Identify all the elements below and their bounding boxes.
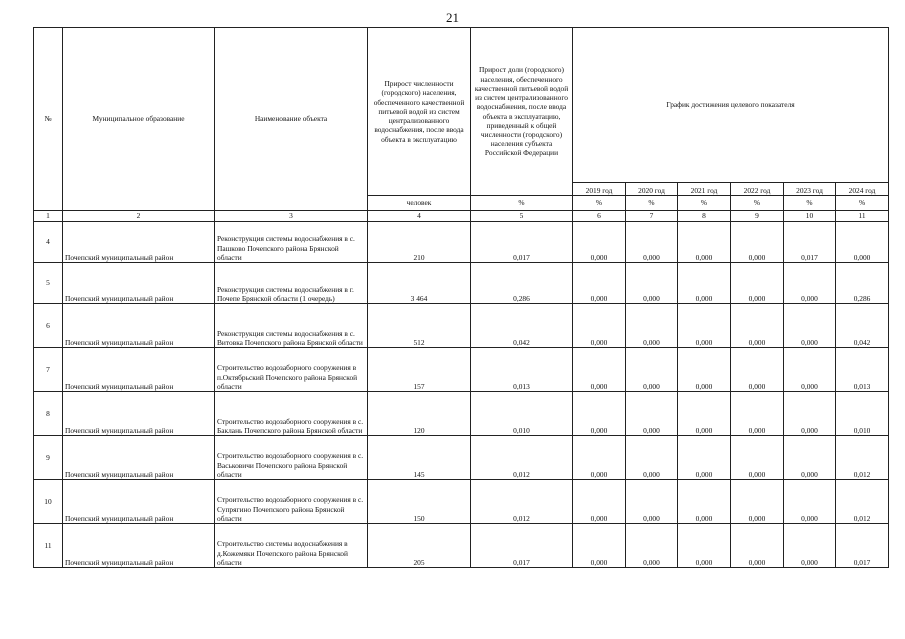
row-year-value: 0,017: [836, 524, 889, 568]
table-row: [34, 392, 889, 436]
row-year-value: 0,000: [731, 480, 784, 524]
table-row: [34, 222, 889, 263]
row-year-value: 0,042: [836, 304, 889, 348]
row-year-value: 0,000: [784, 263, 836, 304]
row-year-value: 0,000: [573, 222, 626, 263]
table-row: [34, 436, 889, 480]
row-number: 10: [34, 480, 63, 524]
row-year-value: 0,000: [678, 524, 731, 568]
year-unit: %: [573, 196, 626, 211]
header-share-increase: Прирост доли (городского) населения, обеспеченного качественной питьевой водой из систем централизованного водоснабжения, после ввода объекта в эксплуатацию, приведенный к общей численности (городского) населения субъекта Российской Федерации: [471, 28, 573, 196]
row-year-value: 0,000: [678, 436, 731, 480]
table-row: [34, 348, 889, 392]
row-year-value: 0,000: [784, 524, 836, 568]
row-year-value: 0,000: [626, 524, 678, 568]
row-number: 6: [34, 304, 63, 348]
row-year-value: 0,000: [731, 348, 784, 392]
row-number: 5: [34, 263, 63, 304]
column-number: 10: [784, 211, 836, 222]
row-year-value: 0,000: [731, 392, 784, 436]
row-year-value: 0,012: [836, 480, 889, 524]
row-share: 0,012: [471, 436, 573, 480]
row-year-value: 0,000: [731, 263, 784, 304]
row-number: 9: [34, 436, 63, 480]
column-number: 4: [368, 211, 471, 222]
row-year-value: 0,000: [573, 480, 626, 524]
row-year-value: 0,000: [626, 392, 678, 436]
row-object: Строительство системы водоснабжения в д.Кожемяки Почепского района Брянской области: [215, 524, 368, 568]
row-year-value: 0,000: [678, 222, 731, 263]
row-year-value: 0,000: [784, 304, 836, 348]
header-year: 2023 год: [784, 183, 836, 196]
row-year-value: 0,010: [836, 392, 889, 436]
column-number: 11: [836, 211, 889, 222]
row-year-value: 0,000: [784, 348, 836, 392]
row-municipality: Почепский муниципальный район: [63, 436, 215, 480]
year-unit: %: [731, 196, 784, 211]
column-number: 2: [63, 211, 215, 222]
row-year-value: 0,000: [573, 348, 626, 392]
row-share: 0,017: [471, 524, 573, 568]
row-share: 0,286: [471, 263, 573, 304]
header-year: 2024 год: [836, 183, 889, 196]
row-year-value: 0,017: [784, 222, 836, 263]
row-year-value: 0,000: [731, 222, 784, 263]
row-object: Реконструкция системы водоснабжения в г. Почепе Брянской области (1 очередь): [215, 263, 368, 304]
header-year: 2022 год: [731, 183, 784, 196]
header-year: 2021 год: [678, 183, 731, 196]
row-municipality: Почепский муниципальный район: [63, 524, 215, 568]
column-number: 6: [573, 211, 626, 222]
row-people: 205: [368, 524, 471, 568]
column-numbers-row: [34, 211, 889, 222]
column-number: 7: [626, 211, 678, 222]
row-share: 0,042: [471, 304, 573, 348]
target-indicator-table: [33, 27, 889, 568]
header-population-increase: Прирост численности (городского) населения, обеспеченного качественной питьевой водой из систем централизованного водоснабжения, после ввода объекта в эксплуатацию: [368, 28, 471, 196]
row-year-value: 0,000: [784, 480, 836, 524]
year-unit: %: [784, 196, 836, 211]
row-year-value: 0,000: [626, 304, 678, 348]
row-year-value: 0,000: [784, 436, 836, 480]
row-year-value: 0,000: [731, 304, 784, 348]
table-row: [34, 304, 889, 348]
row-object: Строительство водозаборного сооружения в с. Баклань Почепского района Брянской области: [215, 392, 368, 436]
row-year-value: 0,000: [626, 348, 678, 392]
row-people: 157: [368, 348, 471, 392]
header-no: №: [34, 28, 63, 211]
row-share: 0,010: [471, 392, 573, 436]
table-row: [34, 524, 889, 568]
row-year-value: 0,000: [678, 263, 731, 304]
row-year-value: 0,000: [573, 524, 626, 568]
unit-people: человек: [368, 196, 471, 211]
row-year-value: 0,000: [678, 348, 731, 392]
row-year-value: 0,286: [836, 263, 889, 304]
row-number: 4: [34, 222, 63, 263]
column-number: 3: [215, 211, 368, 222]
year-unit: %: [678, 196, 731, 211]
row-people: 120: [368, 392, 471, 436]
row-people: 150: [368, 480, 471, 524]
row-people: 3 464: [368, 263, 471, 304]
row-year-value: 0,000: [731, 436, 784, 480]
row-year-value: 0,000: [573, 436, 626, 480]
row-year-value: 0,000: [731, 524, 784, 568]
row-year-value: 0,000: [784, 392, 836, 436]
row-share: 0,012: [471, 480, 573, 524]
unit-percent: %: [471, 196, 573, 211]
year-unit: %: [836, 196, 889, 211]
row-municipality: Почепский муниципальный район: [63, 263, 215, 304]
row-municipality: Почепский муниципальный район: [63, 392, 215, 436]
row-object: Строительство водозаборного сооружения в с. Васьковичи Почепского района Брянской области: [215, 436, 368, 480]
row-year-value: 0,000: [573, 263, 626, 304]
row-year-value: 0,000: [626, 436, 678, 480]
row-year-value: 0,000: [573, 392, 626, 436]
year-unit: %: [626, 196, 678, 211]
header-year: 2020 год: [626, 183, 678, 196]
column-number: 1: [34, 211, 63, 222]
row-year-value: 0,013: [836, 348, 889, 392]
row-object: Реконструкция системы водоснабжения в с. Витовка Почепского района Брянской области: [215, 304, 368, 348]
row-year-value: 0,000: [678, 304, 731, 348]
row-year-value: 0,012: [836, 436, 889, 480]
row-share: 0,017: [471, 222, 573, 263]
row-people: 145: [368, 436, 471, 480]
row-municipality: Почепский муниципальный район: [63, 222, 215, 263]
row-people: 512: [368, 304, 471, 348]
header-object-name: Наименование объекта: [215, 28, 368, 211]
header-row: [34, 28, 889, 183]
row-municipality: Почепский муниципальный район: [63, 304, 215, 348]
row-year-value: 0,000: [836, 222, 889, 263]
header-municipality: Муниципальное образование: [63, 28, 215, 211]
row-municipality: Почепский муниципальный район: [63, 348, 215, 392]
column-number: 5: [471, 211, 573, 222]
header-schedule: График достижения целевого показателя: [573, 28, 889, 183]
row-object: Реконструкция системы водоснабжения в с. Пашково Почепского района Брянской области: [215, 222, 368, 263]
row-year-value: 0,000: [573, 304, 626, 348]
row-year-value: 0,000: [626, 222, 678, 263]
row-year-value: 0,000: [678, 392, 731, 436]
header-year: 2019 год: [573, 183, 626, 196]
row-object: Строительство водозаборного сооружения в с. Супрягино Почепского района Брянской области: [215, 480, 368, 524]
row-number: 7: [34, 348, 63, 392]
row-object: Строительство водозаборного сооружения в п.Октябрьский Почепского района Брянской области: [215, 348, 368, 392]
row-year-value: 0,000: [626, 263, 678, 304]
row-municipality: Почепский муниципальный район: [63, 480, 215, 524]
page-number: 21: [446, 10, 459, 25]
row-people: 210: [368, 222, 471, 263]
table-row: [34, 480, 889, 524]
row-year-value: 0,000: [678, 480, 731, 524]
table-row: [34, 263, 889, 304]
row-number: 8: [34, 392, 63, 436]
row-share: 0,013: [471, 348, 573, 392]
row-number: 11: [34, 524, 63, 568]
row-year-value: 0,000: [626, 480, 678, 524]
column-number: 8: [678, 211, 731, 222]
column-number: 9: [731, 211, 784, 222]
